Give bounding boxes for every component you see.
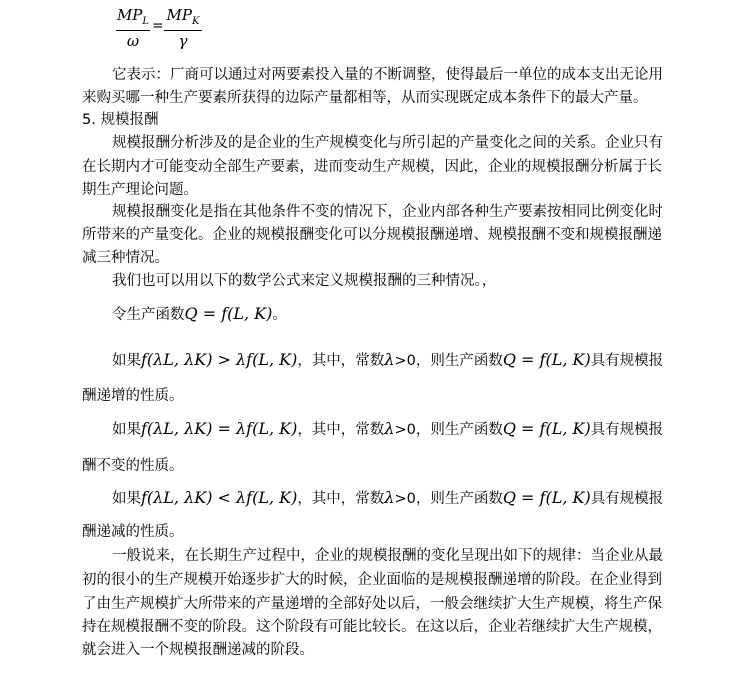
constant-lambda: λ <box>384 419 395 438</box>
left-numerator: $MP_L$ <box>116 6 150 27</box>
increasing-prefix: 如果 <box>112 353 141 369</box>
change-line-1: 规模报酬变化是指在其他条件不变的情况下，企业内部各种生产要素按相同比例变化时 <box>112 204 663 220</box>
meaning-line-2: 来购买哪一种生产要素所获得的边际产量都相等，从而实现既定成本条件下的最大产量。 <box>82 90 648 106</box>
definition-line-2: 在长期内才可能变动全部生产要素，进而变动生产规模，因此，企业的规模报酬分析属于长 <box>82 159 662 175</box>
change-line-3: 减三种情况。 <box>82 250 169 266</box>
increasing-suffix: 具有规模报 <box>590 353 664 369</box>
production-function-prefix: 令生产函数 <box>112 307 185 323</box>
decreasing-prefix: 如果 <box>112 491 141 507</box>
change-line-2: 所带来的产量变化。企业的规模报酬变化可以分规模报酬递增、规模报酬不变和规模报酬递 <box>82 227 662 243</box>
decreasing-formula: f(λL, λK) < λf(L, K) <box>141 488 298 507</box>
decreasing-suffix: 具有规模报 <box>590 491 664 507</box>
definition-line-1: 规模报酬分析涉及的是企业的生产规模变化与所引起的产量变化之间的关系。企业只有 <box>112 135 663 151</box>
increasing-formula: f(λL, λK) > λf(L, K) <box>141 350 298 369</box>
decreasing-case-line-2: 酬递减的性质。 <box>82 524 184 540</box>
constant-prefix: 如果 <box>112 422 141 438</box>
decreasing-lambda: λ <box>384 488 395 507</box>
left-fraction-bar <box>116 30 150 31</box>
increasing-case-line-2: 酬递增的性质。 <box>82 388 184 404</box>
constant-middle: ，其中，常数 <box>297 422 385 438</box>
production-function-formula: Q = f(L, K) <box>184 304 273 323</box>
general-line-2: 初的很小的生产规模开始逐步扩大的时候，企业面临的是规模报酬递增的阶段。在企业得到 <box>82 572 662 588</box>
increasing-middle: ，其中，常数 <box>297 353 385 369</box>
equals-sign: = <box>152 18 164 34</box>
constant-case-line-2: 酬不变的性质。 <box>82 458 184 474</box>
decreasing-fn: Q = f(L, K) <box>502 488 591 507</box>
right-numerator: $MP_K$ <box>166 6 200 27</box>
increasing-condition: >0，则生产函数 <box>394 353 503 369</box>
meaning-line-1: 它表示：厂商可以通过对两要素投入量的不断调整，使得最后一单位的成本支出无论用 <box>112 67 663 83</box>
definition-line-3: 期生产理论问题。 <box>82 182 198 198</box>
general-line-5: 就会进入一个规模报酬递减的阶段。 <box>82 642 314 658</box>
increasing-lambda: λ <box>384 350 395 369</box>
constant-suffix: 具有规模报 <box>590 422 664 438</box>
increasing-case-line <box>112 350 663 371</box>
general-line-3: 了由生产规模扩大所带来的产量递增的全部好处以后，一般会继续扩大生产规模，将生产保 <box>82 596 662 612</box>
production-function-line <box>112 304 287 325</box>
decreasing-middle: ，其中，常数 <box>297 491 385 507</box>
general-line-4: 持在规模报酬不变的阶段。这个阶段有可能比较长。在这以后，企业若继续扩大生产规模， <box>82 619 662 635</box>
equal-marginal-product-formula <box>116 6 206 50</box>
constant-case-line <box>112 419 663 440</box>
general-line-1: 一般说来，在长期生产过程中，企业的规模报酬的变化呈现出如下的规律：当企业从最 <box>112 548 663 564</box>
production-function-suffix: 。 <box>272 307 287 323</box>
section-title: 5. 规模报酬 <box>82 112 159 128</box>
right-fraction-bar <box>164 30 202 31</box>
decreasing-condition: >0，则生产函数 <box>394 491 503 507</box>
formula-intro: 我们也可以用以下的数学公式来定义规模报酬的三种情况。， <box>112 273 497 289</box>
right-denominator: γ <box>178 32 188 50</box>
decreasing-case-line <box>112 488 663 509</box>
constant-formula: f(λL, λK) = λf(L, K) <box>141 419 298 438</box>
increasing-fn: Q = f(L, K) <box>502 350 591 369</box>
constant-condition: >0，则生产函数 <box>394 422 503 438</box>
left-denominator: ω <box>126 32 140 50</box>
constant-fn: Q = f(L, K) <box>502 419 591 438</box>
